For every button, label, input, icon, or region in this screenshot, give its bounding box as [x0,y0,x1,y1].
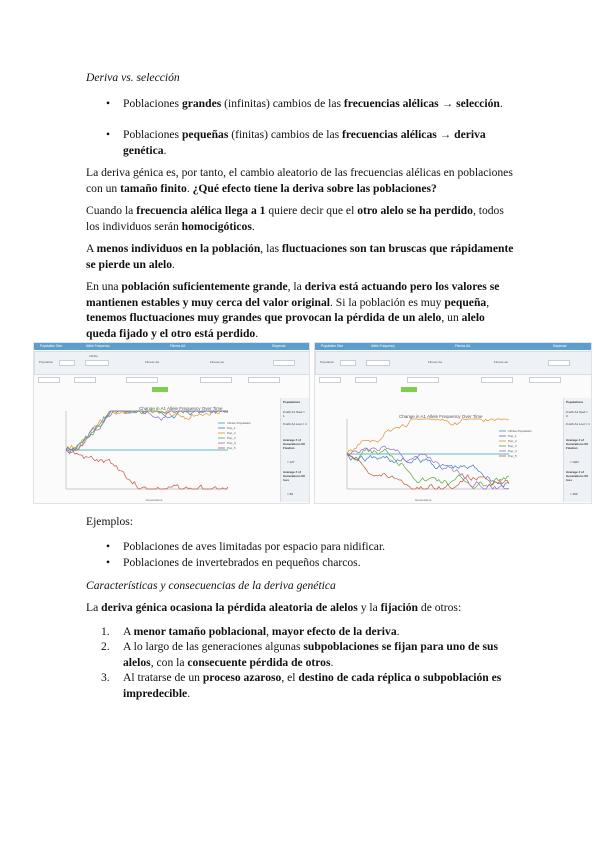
chart-title: Change in A1 Allele Frequency Over Time [139,406,223,411]
stats-sidebar: Populations # with A1 fixed = 0 # with A1 Lost = 1 Average # of Generations till Fixation = NaN Average # of Generations till loss = 266 [563,398,591,502]
simulation-screenshot-right [314,342,592,504]
allele-frequency-chart [325,413,557,501]
population-line-4 [347,446,509,489]
list-item: A menor tamaño poblacional, mayor efecto de la deriva. [123,625,400,638]
chart-lines [347,419,532,489]
run-button[interactable] [401,387,417,392]
legend-entry: Pop_4 [227,441,236,445]
bullet-icon: • [106,97,111,110]
stats-sidebar: Populations # with A1 fixed = 1 # with A1 Lost = 4 Average # of Generations till Fixation = 127 Average # of Generations till loss = 80 [280,398,309,502]
allele-frequency-chart [44,405,276,501]
dispersal-select[interactable] [548,360,570,366]
list-item: Poblaciones grandes (infinitas) cambios de las frecuencias alélicas → selección. [123,97,503,110]
simulation-toolbar: Population Size Allele Frequency Fitness AA Dispersal [34,343,309,350]
list-item: Poblaciones de invertebrados en pequeños charcos. [123,556,361,569]
examples-heading: Ejemplos: [86,515,134,528]
legend-entry: Pop_5 [508,454,517,458]
list-number: 1. [101,625,110,638]
paragraph: La deriva génica es, por tanto, el cambio aleatorio de las frecuencias alélicas en poblaciones con un tamaño finito. ¿Qué efecto tiene la deriva sobre las poblaciones? [86,166,513,195]
fitness-Aa-input[interactable] [200,377,232,383]
legend-entry: Infinite Population [227,421,251,425]
legend-entry: Pop_3 [508,444,517,448]
bullet-icon: • [106,540,111,553]
population-line-5 [66,450,228,489]
chart-title: Change in A1 Allele Frequency Over Time [399,414,483,419]
bullet-icon: • [106,128,111,141]
chart-lines [66,411,251,489]
run-button[interactable] [152,387,168,392]
population-select[interactable] [340,360,356,366]
list-item: Poblaciones pequeñas (finitas) cambios de las frecuencias alélicas → deriva genética. [123,128,486,157]
controls-panel: Population Infinite Fitness Aa Fitness aa [34,351,310,375]
frequency-input[interactable] [74,377,96,383]
generations-input[interactable] [38,377,60,383]
dispersal-select[interactable] [273,360,295,366]
population-line-4 [66,411,228,451]
fitness-aa-input[interactable] [126,377,158,383]
legend-entry: Pop_1 [227,426,236,430]
fitness-aa-input[interactable] [407,377,439,383]
legend-entry: Infinite Population [508,429,532,433]
controls-panel: Population Fitness Aa Fitness aa [315,351,592,375]
simulation-screenshot-left [33,342,310,504]
list-item: Poblaciones de aves limitadas por espacio para nidificar. [123,540,386,553]
generations-input[interactable] [319,377,341,383]
bullet-icon: • [106,556,111,569]
legend-entry: Pop_2 [227,431,236,435]
x-axis-label: Generations [146,498,163,502]
legend-entry: Pop_4 [508,449,517,453]
frequency-input[interactable] [355,377,377,383]
paragraph: En una población suficientemente grande, la deriva está actuando pero los valores se mantienen estables y muy cerca del valor original. Si la población es muy pequeña, tenemos fluctuaciones muy grandes que provocan la pérdida de un alelo, un alelo queda fijado y el otro está perdido. [86,280,500,340]
simulation-toolbar: Population Size Allele Frequency Fitness AA Dispersal [315,343,591,350]
list-item: A lo largo de las generaciones algunas subpoblaciones se fijan para uno de sus alelos, con la consecuente pérdida de otros. [123,640,498,669]
paragraph: A menos individuos en la población, las fluctuaciones son tan bruscas que rápidamente se pierde un alelo. [86,242,514,271]
section-heading-deriva: Deriva vs. selección [86,71,180,84]
paragraph: Cuando la frecuencia alélica llega a 1 quiere decir que el otro alelo se ha perdido, todos los individuos serán homocigóticos. [86,204,504,233]
legend-entry: Pop_1 [508,434,517,438]
list-number: 2. [101,640,110,653]
size-input[interactable] [366,360,390,366]
legend-entry: Pop_2 [508,439,517,443]
population-line-1 [347,454,509,487]
fitness-Aa-input[interactable] [481,377,513,383]
list-item: Al tratarse de un proceso azaroso, el destino de cada réplica o subpoblación es impredecible. [123,671,502,700]
fitness-aa2-input[interactable] [248,377,280,383]
population-line-5 [347,454,509,489]
legend-entry: Pop_3 [227,436,236,440]
population-select[interactable] [59,360,75,366]
size-input[interactable] [85,360,109,366]
paragraph: La deriva génica ocasiona la pérdida aleatoria de alelos y la fijación de otros: [86,601,462,614]
population-line-2 [66,411,228,450]
section-heading-caracteristicas: Características y consecuencias de la deriva genética [86,579,336,592]
fitness-aa2-input[interactable] [529,377,561,383]
x-axis-label: Generations [415,498,432,502]
legend-entry: Pop_5 [227,446,236,450]
list-number: 3. [101,671,110,684]
